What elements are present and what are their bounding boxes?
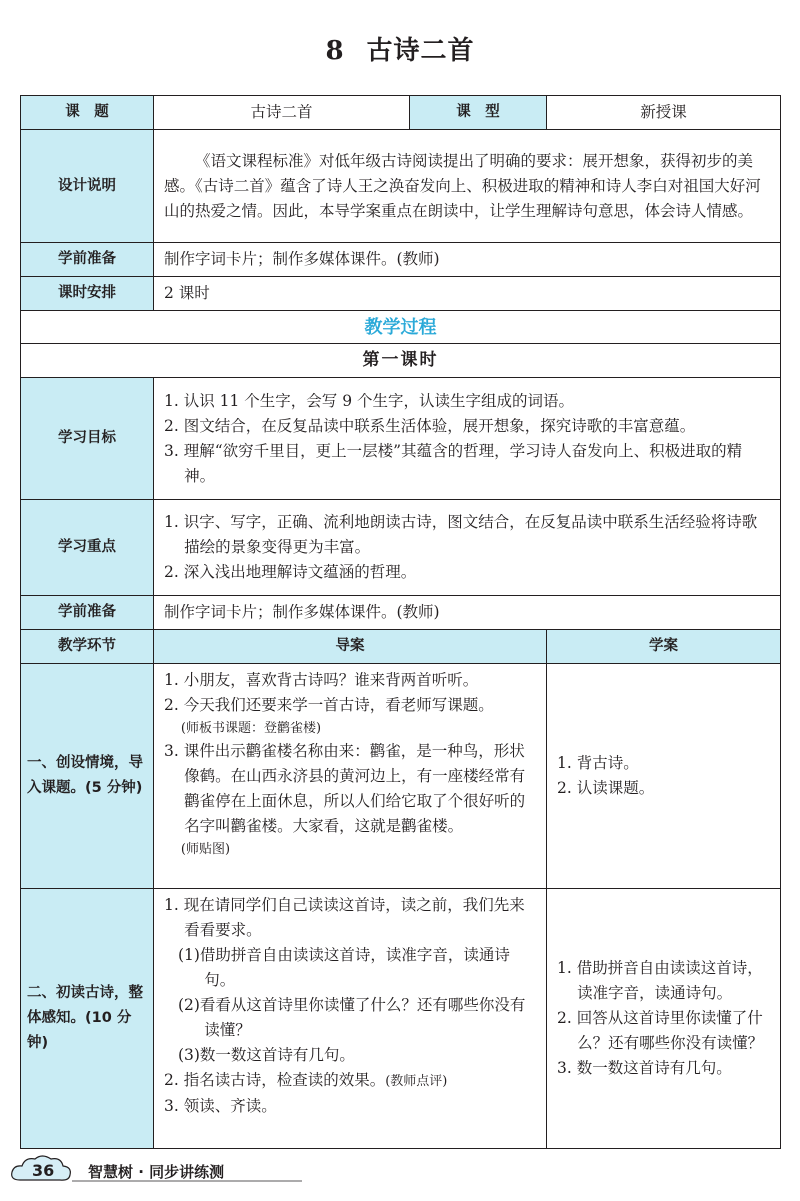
section1-guide xyxy=(154,664,547,889)
guide-note: (师贴图) xyxy=(180,842,231,857)
design-label: 设计说明 xyxy=(21,130,154,243)
keypoint-item: 2. 深入浅出地理解诗文蕴涵的哲理。 xyxy=(164,563,417,581)
guide-subitem: (3)数一数这首诗有几句。 xyxy=(177,1046,355,1064)
col-stage: 教学环节 xyxy=(21,630,154,664)
type-label: 课 型 xyxy=(410,96,547,130)
guide-item: 1. 小朋友，喜欢背古诗吗？谁来背两首听听。 xyxy=(164,671,479,689)
keypoints-label: 学习重点 xyxy=(21,500,154,596)
course-value: 古诗二首 xyxy=(154,96,410,130)
type-value: 新授课 xyxy=(547,96,781,130)
objectives-row xyxy=(21,378,781,500)
lesson1-title-row xyxy=(21,344,781,378)
keypoints-cell xyxy=(154,500,781,596)
prep-text: 制作字词卡片；制作多媒体课件。(教师) xyxy=(154,243,781,277)
objective-item: 1. 认识 11 个生字，会写 9 个生字，认读生字组成的词语。 xyxy=(164,391,575,410)
objectives-label: 学习目标 xyxy=(21,378,154,500)
section2-row xyxy=(21,889,781,1149)
guide-text: 2. 指名读古诗，检查读的效果。 xyxy=(164,1071,386,1089)
col-guide: 导案 xyxy=(154,630,547,664)
objectives-cell xyxy=(154,378,781,500)
page-title xyxy=(0,30,800,67)
section2-guide xyxy=(154,889,547,1149)
course-label: 课 题 xyxy=(21,96,154,130)
study-item: 3. 数一数这首诗有几句。 xyxy=(557,1059,732,1077)
schedule-text: 2 课时 xyxy=(154,277,781,311)
study-item: 2. 认读课题。 xyxy=(557,779,655,797)
section1-stage: 一、创设情境，导入课题。(5 分钟) xyxy=(21,664,154,889)
lesson1-title: 第一课时 xyxy=(21,344,781,378)
header-row xyxy=(21,96,781,130)
keypoint-item: 1. 识字、写字，正确、流利地朗读古诗，图文结合，在反复品读中联系生活经验将诗歌描绘的景象变得更为丰富。 xyxy=(164,513,758,556)
prep-label: 学前准备 xyxy=(21,243,154,277)
col-study: 学案 xyxy=(547,630,781,664)
guide-note: (教师点评) xyxy=(385,1074,448,1089)
design-cell xyxy=(154,130,781,243)
section1-row xyxy=(21,664,781,889)
guide-item xyxy=(164,1068,536,1094)
study-item: 2. 回答从这首诗里你读懂了什么？还有哪些你没有读懂？ xyxy=(557,1009,764,1052)
guide-item: 1. 现在请同学们自己读读这首诗，读之前，我们先来看看要求。 xyxy=(164,896,525,939)
schedule-label: 课时安排 xyxy=(21,277,154,311)
guide-item: 3. 课件出示鹳雀楼名称由来：鹳雀，是一种鸟，形状像鹤。在山西永济县的黄河边上，有一座楼经常有鹳雀停在上面休息，所以人们给它取了个很好听的名字叫鹳雀楼。大家看，这就是鹳雀楼。 xyxy=(164,742,526,835)
keypoints-row xyxy=(21,500,781,596)
design-text: 《语文课程标准》对低年级古诗阅读提出了明确的要求：展开想象，获得初步的美感。《古诗二首》蕴含了诗人王之涣奋发向上、积极进取的精神和诗人李白对祖国大好河山的热爱之情。因此，本导学案重点在朗读中，让学生理解诗句意思，体会诗人情感。 xyxy=(164,151,761,220)
guide-subitem: (2)看看从这首诗里你读懂了什么？还有哪些你没有读懂？ xyxy=(177,996,526,1039)
design-row xyxy=(21,130,781,243)
lesson-number: 8 xyxy=(325,36,345,66)
column-header-row xyxy=(21,630,781,664)
guide-item: 2. 今天我们还要来学一首古诗，看老师写课题。 xyxy=(164,696,494,714)
prep2-label: 学前准备 xyxy=(21,596,154,630)
section2-stage: 二、初读古诗，整体感知。(10 分钟) xyxy=(21,889,154,1149)
series-title: 智慧树 · 同步讲练测 xyxy=(88,1163,225,1181)
prep-row xyxy=(21,243,781,277)
section2-study xyxy=(547,889,781,1149)
guide-subitem: (1)借助拼音自由读读这首诗，读准字音，读通诗句。 xyxy=(177,946,510,989)
schedule-row xyxy=(21,277,781,311)
page-number: 36 xyxy=(32,1161,55,1180)
section1-study xyxy=(547,664,781,889)
page-footer xyxy=(6,1150,306,1190)
study-item: 1. 背古诗。 xyxy=(557,754,639,772)
process-title-row xyxy=(21,311,781,344)
lesson-plan-table xyxy=(20,95,781,1149)
prep2-row xyxy=(21,596,781,630)
lesson-title: 古诗二首 xyxy=(366,36,475,66)
study-item: 1. 借助拼音自由读读这首诗，读准字音，读通诗句。 xyxy=(557,959,763,1002)
guide-item: 3. 领读、齐读。 xyxy=(164,1097,277,1115)
guide-note: (师板书课题：登鹳雀楼) xyxy=(180,721,322,736)
prep2-text: 制作字词卡片；制作多媒体课件。(教师) xyxy=(154,596,781,630)
objective-item: 3. 理解“欲穷千里目，更上一层楼”其蕴含的哲理，学习诗人奋发向上、积极进取的精神。 xyxy=(164,441,743,485)
objective-item: 2. 图文结合，在反复品读中联系生活体验，展开想象，探究诗歌的丰富意蕴。 xyxy=(164,416,696,435)
process-title: 教学过程 xyxy=(21,311,781,344)
